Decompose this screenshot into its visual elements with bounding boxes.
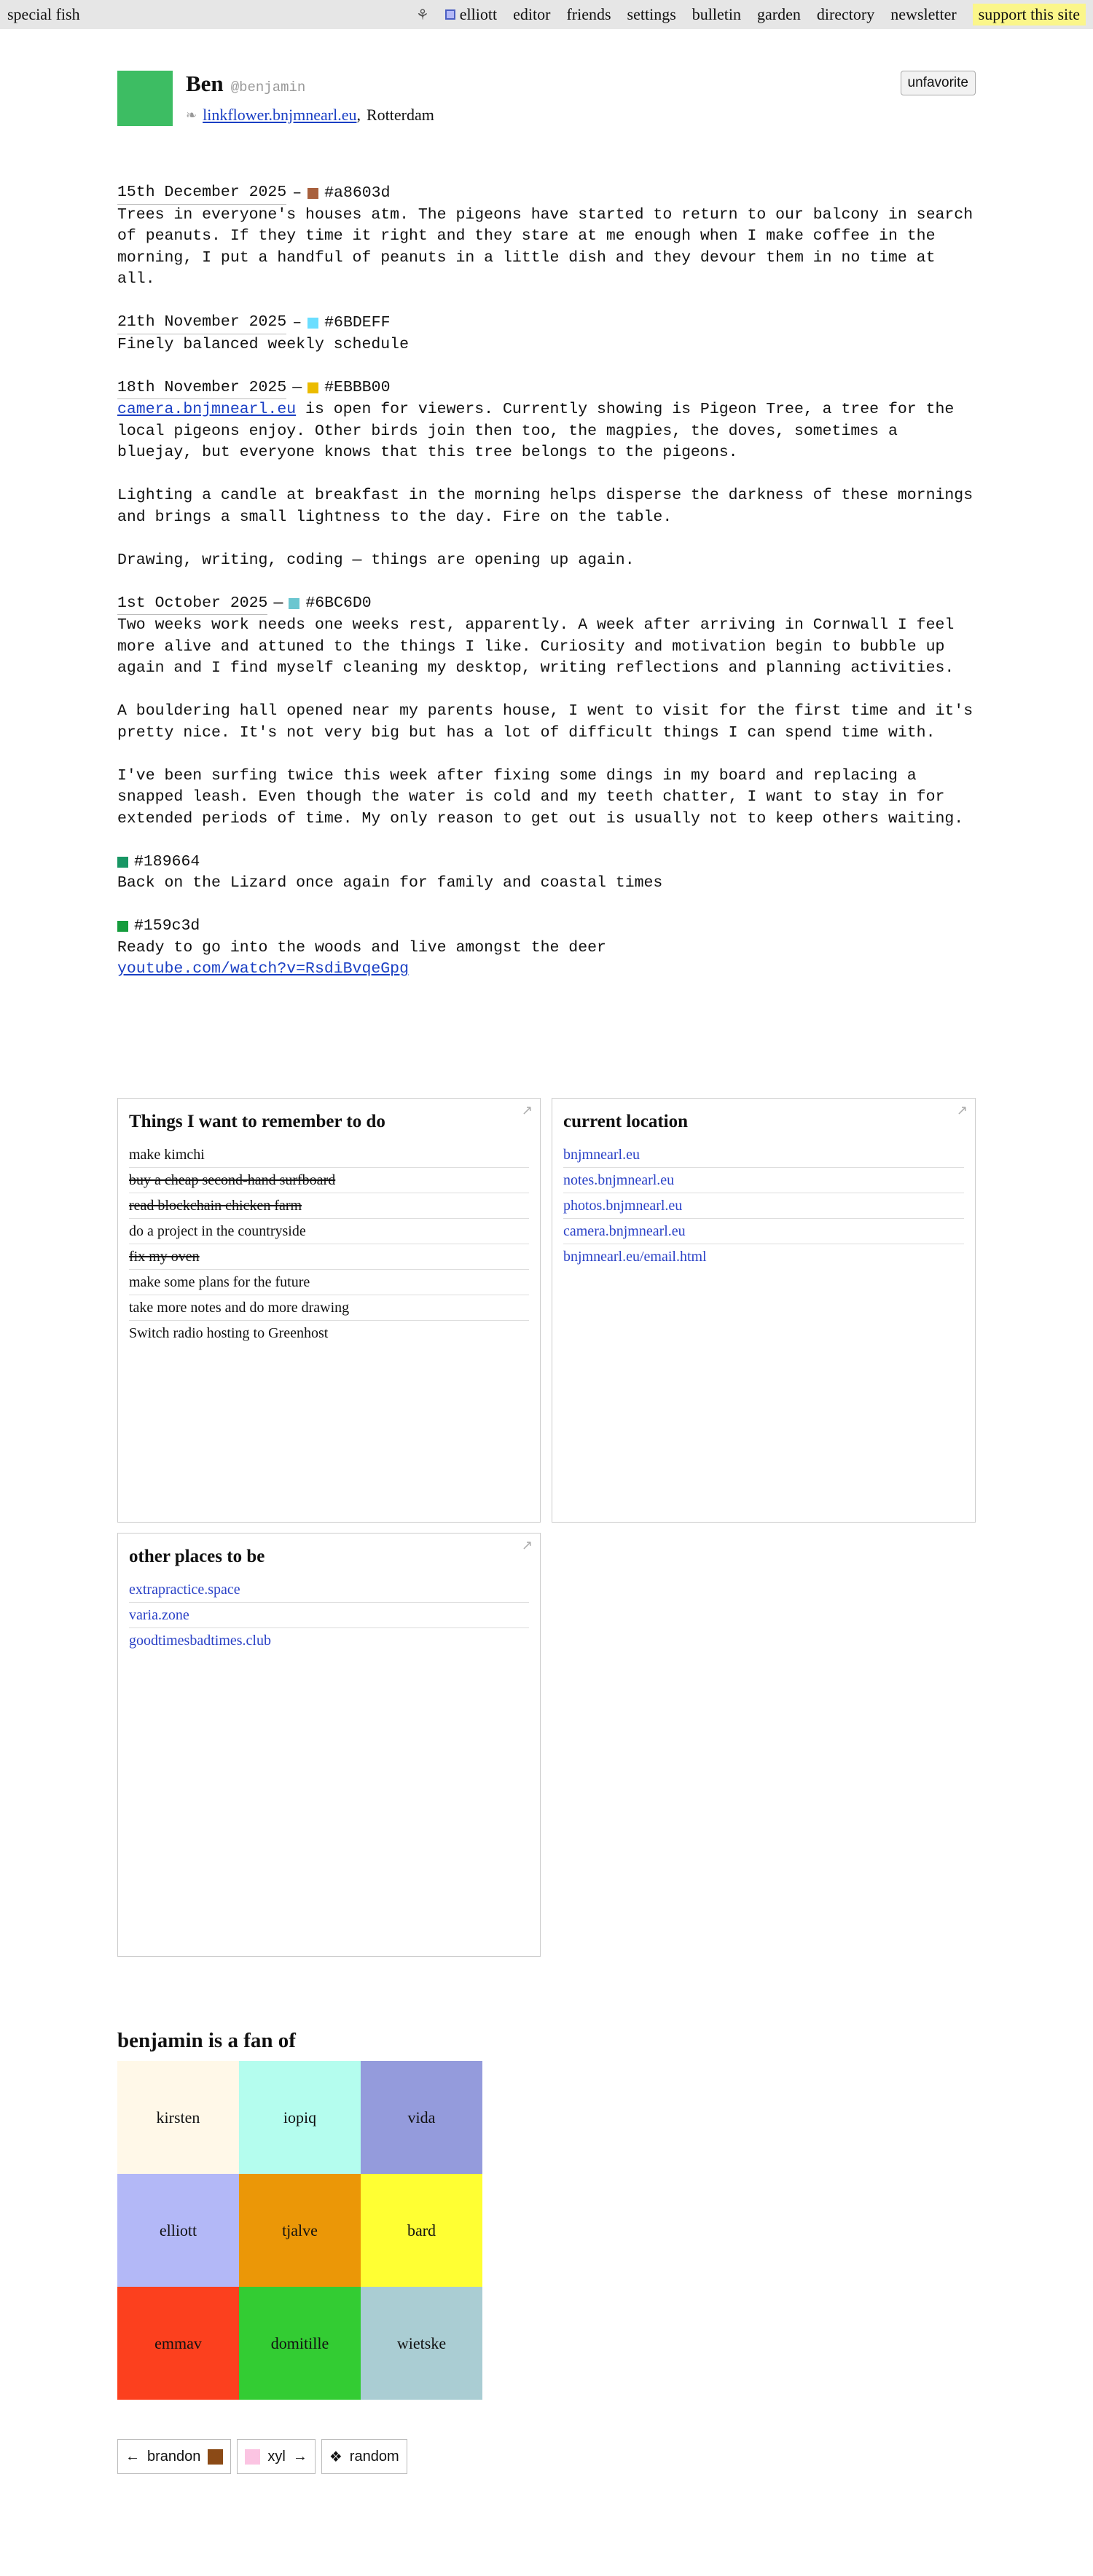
- post: [117, 916, 977, 981]
- top-nav-bar: [0, 0, 1093, 29]
- todo-list: [129, 1142, 529, 1346]
- nav-user-label: elliott: [459, 5, 498, 23]
- location-link[interactable]: bnjmnearl.eu: [563, 1147, 640, 1163]
- nav-newsletter[interactable]: newsletter: [890, 5, 957, 23]
- post-text: A bouldering hall opened near my parents house, I went to visit for the first time and it's pretty nice. It's not very big but has a lot of difficult things I can spend time with.: [117, 702, 973, 742]
- post-text: Trees in everyone's houses atm. The pigeons have started to return to our balcony in search of peanuts. If they time it right and they stare at me enough when I make coffee in the morning, I put a handful of peanuts in a little dish and they devour them in no time at all.: [117, 205, 973, 288]
- unfavorite-button[interactable]: unfavorite: [901, 71, 976, 95]
- list-item: [129, 1628, 529, 1653]
- post-date: 15th December 2025: [117, 182, 286, 205]
- post-text: Drawing, writing, coding — things are opening up again.: [117, 551, 635, 569]
- location-card: [552, 1098, 976, 1523]
- post-text: Two weeks work needs one weeks rest, apparently. A week after arriving in Cornwall I feel more alive and attuned to the things I like. Curiosity and motivation begin to bubble up again and I find myself cleaning my desktop, writing reflections and planning activities.: [117, 616, 955, 677]
- location-link[interactable]: photos.bnjmnearl.eu: [563, 1198, 683, 1214]
- todo-item: do a project in the countryside: [129, 1219, 529, 1244]
- fan-tile[interactable]: kirsten: [117, 2061, 239, 2174]
- post-color-code: #6BDEFF: [324, 313, 391, 331]
- fan-tile[interactable]: elliott: [117, 2174, 239, 2287]
- fan-tile[interactable]: wietske: [361, 2287, 482, 2400]
- next-profile-label: xyl: [267, 2448, 286, 2465]
- places-card: [117, 1533, 541, 1957]
- post-header: [117, 377, 977, 400]
- location-link[interactable]: camera.bnjmnearl.eu: [563, 1223, 686, 1239]
- post: [117, 182, 977, 291]
- profile-handle: @benjamin: [230, 79, 306, 95]
- random-label: random: [349, 2448, 399, 2465]
- list-item: [563, 1142, 964, 1168]
- todo-card: [117, 1098, 541, 1523]
- user-color-swatch: [445, 9, 455, 20]
- todo-item: make kimchi: [129, 1142, 529, 1168]
- post-color-swatch: [307, 318, 318, 329]
- status-posts: [117, 182, 977, 1002]
- nav-directory[interactable]: directory: [816, 5, 875, 23]
- post-header: [117, 852, 977, 873]
- fans-grid: [117, 2061, 482, 2400]
- post-date: 18th November 2025: [117, 377, 286, 400]
- post-color-code: #6BC6D0: [305, 594, 372, 612]
- place-link[interactable]: varia.zone: [129, 1607, 189, 1623]
- post-text-rest: is open for viewers. Currently showing is Pigeon Tree, a tree for the local pigeons enjoy. Other birds join then too, the magpies, the doves, sometimes a bluejay, but everyone knows that this tree belongs to the pigeons.: [117, 401, 955, 461]
- list-item: [563, 1168, 964, 1193]
- sprout-icon[interactable]: ⚘: [415, 7, 429, 23]
- todo-item: fix my oven: [129, 1244, 529, 1270]
- post-header: [117, 182, 977, 205]
- avatar: [117, 71, 173, 126]
- profile-pager: [117, 2439, 407, 2474]
- feather-icon: ❧: [186, 107, 197, 122]
- profile-name-row: [186, 71, 305, 97]
- prev-profile-label: brandon: [147, 2448, 201, 2465]
- prev-color-swatch: [208, 2449, 223, 2465]
- post-date: 21th November 2025: [117, 312, 286, 334]
- post-text: I've been surfing twice this week after fixing some dings in my board and replacing a snapped leash. Even though the water is cold and my teeth chatter, I want to stay in for extended periods of time. My only reason to get out is usually not to keep others waiting.: [117, 766, 964, 828]
- post-dash: –: [292, 184, 302, 202]
- post-text: [117, 399, 977, 464]
- nav-friends[interactable]: friends: [566, 5, 611, 23]
- fan-tile[interactable]: tjalve: [239, 2174, 361, 2287]
- todo-item: buy a cheap second-hand surfboard: [129, 1168, 529, 1193]
- fan-tile[interactable]: vida: [361, 2061, 482, 2174]
- nav-settings[interactable]: settings: [627, 5, 676, 23]
- list-item: [563, 1244, 964, 1269]
- post-color-code: #EBBB00: [324, 379, 391, 396]
- fan-tile[interactable]: domitille: [239, 2287, 361, 2400]
- prev-profile-button[interactable]: [117, 2439, 231, 2474]
- expand-arrow-icon[interactable]: ↗: [521, 1103, 533, 1118]
- support-site-link[interactable]: support this site: [973, 4, 1086, 25]
- profile-header: [117, 71, 976, 129]
- post-dash: —: [273, 594, 283, 612]
- fan-tile[interactable]: emmav: [117, 2287, 239, 2400]
- profile-location: Rotterdam: [366, 106, 434, 124]
- nav-garden[interactable]: garden: [756, 5, 801, 23]
- post-color-code: #159c3d: [134, 917, 200, 935]
- profile-link[interactable]: linkflower.bnjmnearl.eu: [203, 106, 357, 124]
- post-link[interactable]: youtube.com/watch?v=RsdiBvqeGpg: [117, 960, 409, 978]
- post-color-swatch: [117, 921, 128, 932]
- place-link[interactable]: goodtimesbadtimes.club: [129, 1633, 271, 1649]
- post-text: Lighting a candle at breakfast in the morning helps disperse the darkness of these mornings and brings a small lightness to the day. Fire on the table.: [117, 487, 973, 526]
- post-link[interactable]: camera.bnjmnearl.eu: [117, 401, 297, 418]
- post: [117, 377, 977, 572]
- location-link[interactable]: bnjmnearl.eu/email.html: [563, 1249, 707, 1265]
- post-color-code: #189664: [134, 852, 200, 871]
- post-color-swatch: [289, 598, 299, 609]
- fans-title: benjamin is a fan of: [117, 2029, 296, 2052]
- post: [117, 312, 977, 356]
- post-header: [117, 312, 977, 334]
- post: [117, 852, 977, 895]
- list-item: [129, 1603, 529, 1628]
- post-header: [117, 593, 977, 616]
- list-item: [563, 1193, 964, 1219]
- next-profile-button[interactable]: [237, 2439, 315, 2474]
- post-text: Finely balanced weekly schedule: [117, 335, 409, 353]
- post-dash: –: [292, 313, 302, 331]
- post-color-swatch: [307, 382, 318, 393]
- post-text-body: Ready to go into the woods and live amongst the deer: [117, 938, 606, 957]
- nav-menu: [416, 4, 1086, 25]
- post: [117, 593, 977, 830]
- post-text: Back on the Lizard once again for family and coastal times: [117, 874, 663, 892]
- post-text: [117, 938, 977, 981]
- site-name-link[interactable]: special fish: [7, 5, 80, 23]
- list-item: [563, 1219, 964, 1244]
- profile-meta: [186, 106, 434, 125]
- places-links: [129, 1577, 529, 1653]
- place-link[interactable]: extrapractice.space: [129, 1582, 240, 1598]
- list-item: [129, 1577, 529, 1603]
- shuffle-icon: ❖: [329, 2449, 342, 2465]
- location-link[interactable]: notes.bnjmnearl.eu: [563, 1172, 675, 1188]
- post-date: 1st October 2025: [117, 593, 267, 616]
- location-links: [563, 1142, 964, 1269]
- todo-item: Switch radio hosting to Greenhost: [129, 1325, 329, 1341]
- next-color-swatch: [245, 2449, 260, 2465]
- profile-name: Ben: [186, 71, 224, 96]
- post-color-swatch: [117, 857, 128, 868]
- todo-item: take more notes and do more drawing: [129, 1295, 529, 1321]
- left-arrow-icon: ←: [125, 2448, 140, 2465]
- post-dash: —: [292, 379, 302, 396]
- expand-arrow-icon[interactable]: ↗: [956, 1103, 968, 1118]
- post-header: [117, 916, 977, 938]
- fan-tile[interactable]: iopiq: [239, 2061, 361, 2174]
- card-title: other places to be: [129, 1547, 265, 1566]
- card-title: current location: [563, 1112, 689, 1131]
- right-arrow-icon: →: [292, 2448, 307, 2465]
- nav-user-elliott[interactable]: [445, 5, 497, 24]
- post-color-swatch: [307, 188, 318, 199]
- random-profile-button[interactable]: [321, 2439, 407, 2474]
- todo-item: make some plans for the future: [129, 1270, 529, 1295]
- card-title: Things I want to remember to do: [129, 1112, 385, 1131]
- post-color-code: #a8603d: [324, 184, 391, 202]
- nav-editor[interactable]: editor: [513, 5, 551, 23]
- fan-tile[interactable]: bard: [361, 2174, 482, 2287]
- expand-arrow-icon[interactable]: ↗: [521, 1538, 533, 1552]
- todo-item: read blockchain chicken farm: [129, 1193, 529, 1219]
- profile-separator: ,: [356, 106, 361, 124]
- nav-bulletin[interactable]: bulletin: [692, 5, 741, 23]
